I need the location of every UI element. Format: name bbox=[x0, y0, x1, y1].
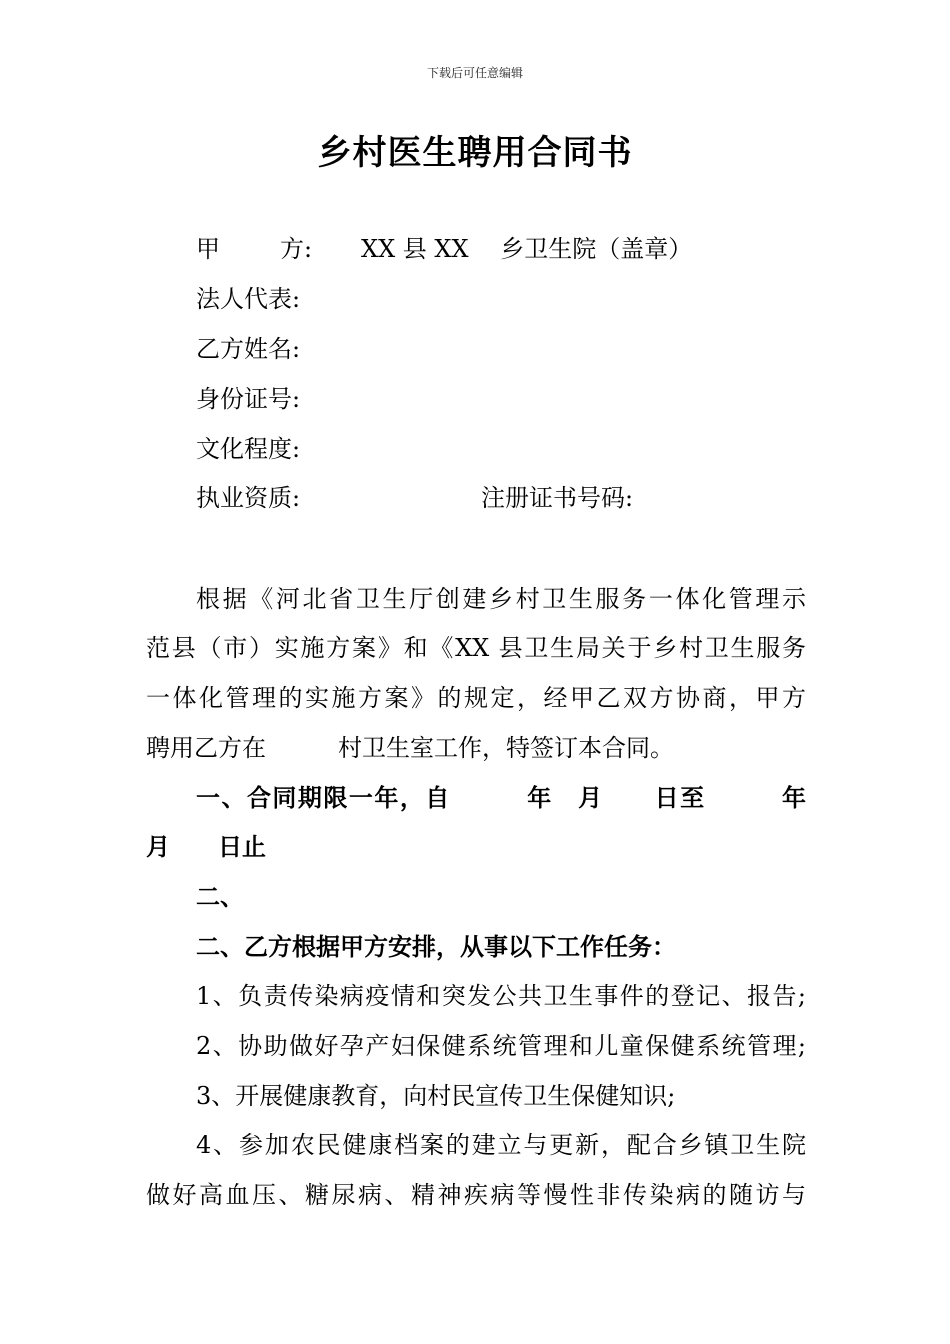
party-a-row bbox=[196, 234, 693, 264]
education-row bbox=[196, 434, 300, 464]
clause-1-line-2: 月 日止 bbox=[146, 833, 266, 861]
cert-number-label: 注册证书号码: bbox=[481, 484, 634, 512]
clause-1-line-1: 一、合同期限一年，自 年 月 日至 年 bbox=[196, 784, 806, 812]
party-a-value: XX 县 XX 乡卫生院（盖章） bbox=[361, 235, 693, 263]
clause-2-heading: 二、乙方根据甲方安排，从事以下工作任务： bbox=[196, 933, 676, 961]
clause-2-item-1: 1、负责传染病疫情和突发公共卫生事件的登记、报告; bbox=[196, 982, 806, 1010]
clause-2-item-2: 2、协助做好孕产妇保健系统管理和儿童保健系统管理; bbox=[196, 1032, 806, 1060]
education-label: 文化程度: bbox=[196, 435, 301, 463]
clause-2-item-4-line-1: 4、参加农民健康档案的建立与更新，配合乡镇卫生院 bbox=[196, 1131, 806, 1159]
qualification-label: 执业资质: bbox=[196, 484, 301, 512]
intro-line-2: 范县（市）实施方案》和《XX 县卫生局关于乡村卫生服务 bbox=[146, 634, 806, 662]
intro-line-1: 根据《河北省卫生厅创建乡村卫生服务一体化管理示 bbox=[196, 585, 806, 613]
party-b-name-row bbox=[196, 334, 300, 364]
header-note: 下载后可任意编辑 bbox=[426, 66, 523, 80]
clause-2-item-3: 3、开展健康教育，向村民宣传卫生保健知识; bbox=[196, 1082, 676, 1110]
party-b-name-label: 乙方姓名: bbox=[196, 335, 301, 363]
clause-2-item-4-line-2: 做好高血压、糖尿病、精神疾病等慢性非传染病的随访与 bbox=[146, 1181, 806, 1209]
legal-rep-row bbox=[196, 284, 300, 314]
party-a-label: 甲 方: bbox=[196, 235, 313, 263]
document-title: 乡村医生聘用合同书 bbox=[317, 133, 633, 173]
qualification-row bbox=[196, 483, 634, 513]
clause-blank: 二、 bbox=[196, 883, 244, 911]
id-number-row bbox=[196, 384, 300, 414]
intro-line-4: 聘用乙方在 村卫生室工作，特签订本合同。 bbox=[146, 734, 674, 762]
intro-line-3: 一体化管理的实施方案》的规定，经甲乙双方协商，甲方 bbox=[146, 684, 806, 712]
legal-rep-label: 法人代表: bbox=[196, 285, 301, 313]
id-number-label: 身份证号: bbox=[196, 385, 301, 413]
